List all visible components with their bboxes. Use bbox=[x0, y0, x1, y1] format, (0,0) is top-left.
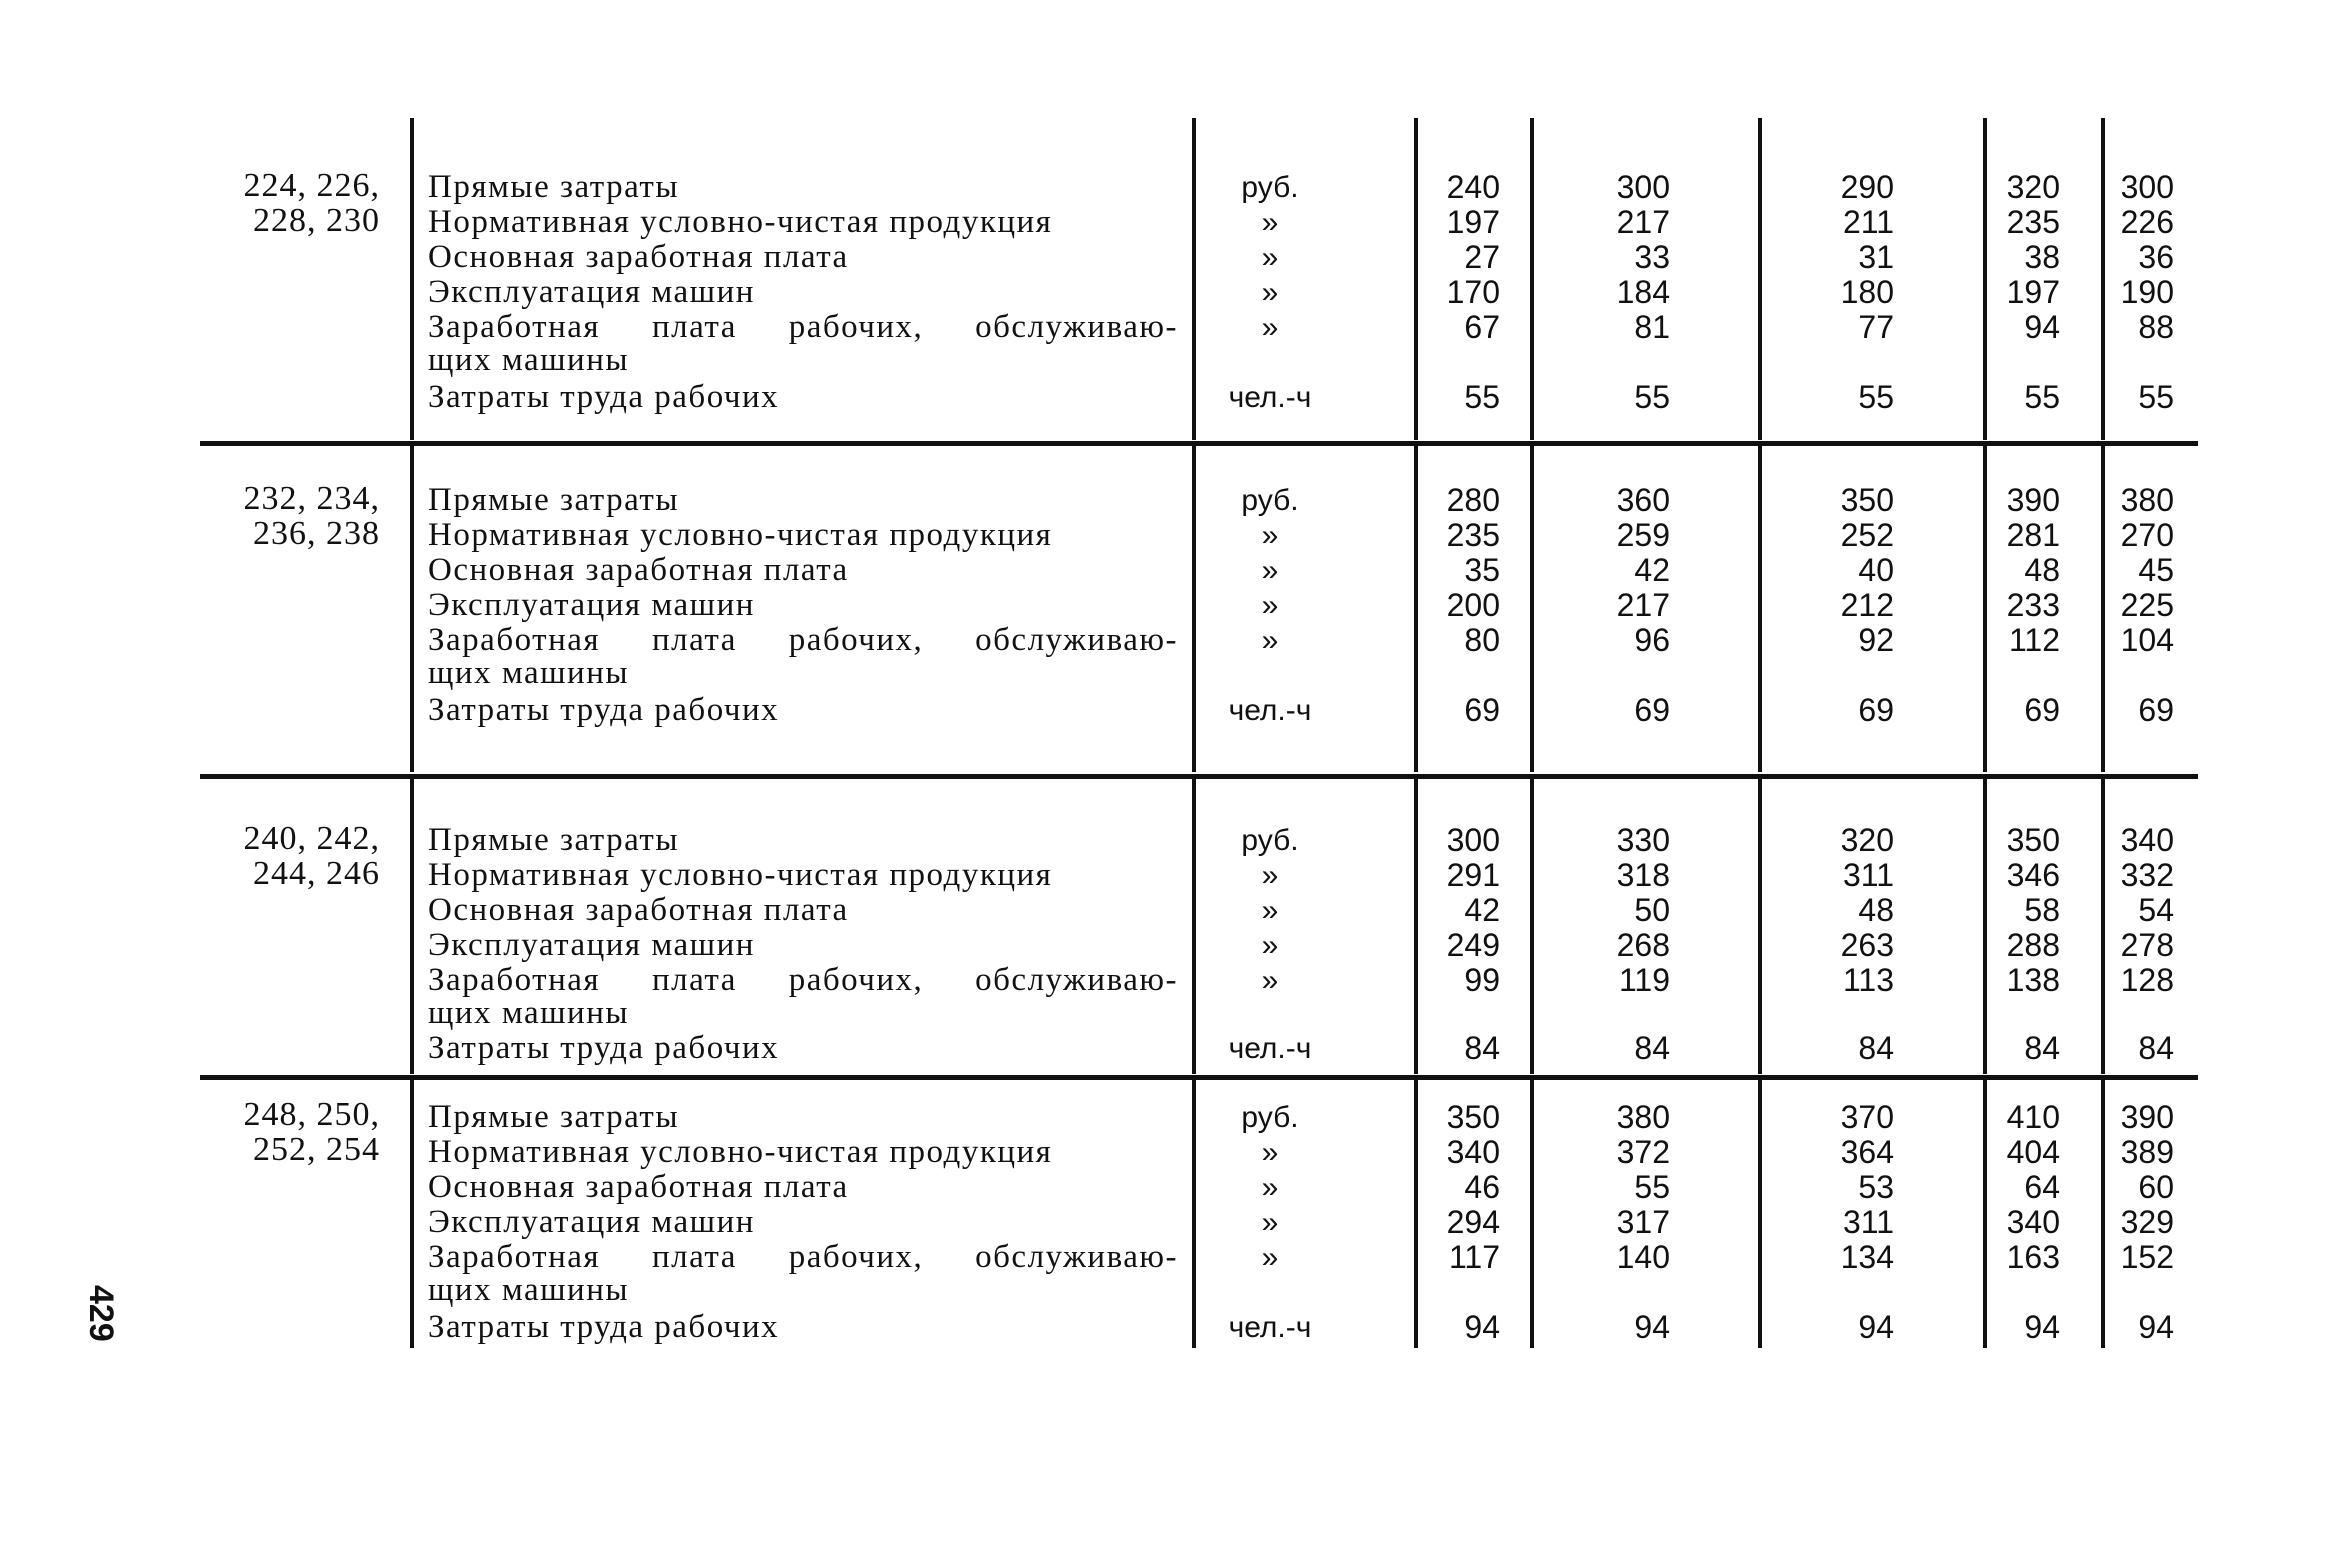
value-cell: 84 bbox=[1858, 1030, 1894, 1066]
value-cell: 55 bbox=[2024, 379, 2060, 415]
row-label: щих машины bbox=[428, 342, 630, 378]
unit-cell: руб. bbox=[1241, 824, 1299, 857]
value-cell: 69 bbox=[1858, 692, 1894, 728]
value-cell: 112 bbox=[2008, 622, 2060, 658]
column-rule bbox=[2101, 779, 2105, 1074]
value-cell: 96 bbox=[1634, 622, 1670, 658]
value-cell: 380 bbox=[1616, 1099, 1670, 1135]
unit-cell: » bbox=[1261, 1206, 1279, 1239]
unit-cell: руб. bbox=[1241, 484, 1299, 517]
code-line: 236, 238 bbox=[253, 515, 380, 552]
row-label: Основная заработная плата bbox=[428, 892, 849, 928]
value-cell: 329 bbox=[2120, 1204, 2174, 1240]
value-cell: 340 bbox=[2006, 1204, 2060, 1240]
value-cell: 332 bbox=[2120, 857, 2174, 893]
value-cell: 45 bbox=[2138, 552, 2174, 588]
unit-cell: руб. bbox=[1241, 171, 1299, 204]
value-cell: 372 bbox=[1616, 1134, 1670, 1170]
row-label: Основная заработная плата bbox=[428, 1169, 849, 1205]
row-label: Прямые затраты bbox=[428, 482, 680, 518]
value-cell: 64 bbox=[2024, 1169, 2060, 1205]
value-cell: 55 bbox=[1634, 1169, 1670, 1205]
column-rule bbox=[1530, 118, 1534, 440]
value-cell: 58 bbox=[2024, 892, 2060, 928]
row-label: Затраты труда рабочих bbox=[428, 379, 780, 415]
table-row bbox=[200, 1031, 2200, 1066]
value-cell: 235 bbox=[1446, 517, 1500, 553]
value-cell: 134 bbox=[1840, 1239, 1894, 1275]
value-cell: 240 bbox=[1446, 169, 1500, 205]
value-cell: 94 bbox=[2024, 309, 2060, 345]
value-cell: 48 bbox=[1858, 892, 1894, 928]
value-cell: 94 bbox=[1858, 1309, 1894, 1345]
table-row bbox=[200, 167, 2200, 205]
row-label: Заработная плата рабочих, обслуживаю- bbox=[428, 309, 1178, 345]
code-line: 248, 250, bbox=[243, 1096, 380, 1133]
row-label: Заработная плата рабочих, обслуживаю- bbox=[428, 962, 1178, 998]
value-cell: 46 bbox=[1464, 1169, 1500, 1205]
row-label: Заработная плата рабочих, обслуживаю- bbox=[428, 1239, 1178, 1275]
unit-cell: » bbox=[1261, 624, 1279, 657]
value-cell: 27 bbox=[1464, 239, 1500, 275]
column-rule bbox=[1758, 118, 1762, 440]
column-rule bbox=[1983, 446, 1987, 772]
value-cell: 197 bbox=[2006, 274, 2060, 310]
value-cell: 180 bbox=[1840, 274, 1894, 310]
column-rule bbox=[1192, 779, 1196, 1074]
unit-cell: » bbox=[1261, 894, 1279, 927]
column-rule bbox=[1983, 779, 1987, 1074]
value-cell: 184 bbox=[1616, 274, 1670, 310]
value-cell: 80 bbox=[1464, 622, 1500, 658]
unit-cell: » bbox=[1261, 311, 1279, 344]
value-cell: 330 bbox=[1616, 822, 1670, 858]
block-separator-rule bbox=[200, 1075, 2198, 1080]
row-label: Основная заработная плата bbox=[428, 239, 849, 275]
value-cell: 278 bbox=[2120, 927, 2174, 963]
value-cell: 389 bbox=[2120, 1134, 2174, 1170]
value-cell: 48 bbox=[2024, 552, 2060, 588]
value-cell: 197 bbox=[1446, 204, 1500, 240]
table-row bbox=[200, 1310, 2200, 1345]
table-row bbox=[200, 820, 2200, 858]
table-row bbox=[200, 275, 2200, 310]
table-row bbox=[200, 1205, 2200, 1240]
column-rule bbox=[1414, 446, 1418, 772]
column-rule bbox=[1530, 779, 1534, 1074]
unit-cell: » bbox=[1261, 859, 1279, 892]
unit-cell: » bbox=[1261, 929, 1279, 962]
row-label: Эксплуатация машин bbox=[428, 274, 755, 310]
value-cell: 235 bbox=[2006, 204, 2060, 240]
value-cell: 170 bbox=[1446, 274, 1500, 310]
value-cell: 84 bbox=[2024, 1030, 2060, 1066]
column-rule bbox=[2101, 1080, 2105, 1348]
unit-cell: » bbox=[1261, 1171, 1279, 1204]
row-label: Нормативная условно-чистая продукция bbox=[428, 1134, 1053, 1170]
column-rule bbox=[1758, 779, 1762, 1074]
unit-cell: » bbox=[1261, 519, 1279, 552]
unit-cell: чел.-ч bbox=[1228, 381, 1312, 414]
code-line: 240, 242, bbox=[243, 820, 380, 857]
table-row bbox=[200, 310, 2200, 345]
row-label: Эксплуатация машин bbox=[428, 1204, 755, 1240]
value-cell: 350 bbox=[2006, 822, 2060, 858]
value-cell: 69 bbox=[1634, 692, 1670, 728]
value-cell: 92 bbox=[1858, 622, 1894, 658]
value-cell: 81 bbox=[1634, 309, 1670, 345]
unit-cell: » bbox=[1261, 241, 1279, 274]
value-cell: 217 bbox=[1616, 204, 1670, 240]
value-cell: 113 bbox=[1842, 962, 1894, 998]
value-cell: 42 bbox=[1634, 552, 1670, 588]
column-rule bbox=[1758, 1080, 1762, 1348]
row-label: Основная заработная плата bbox=[428, 552, 849, 588]
value-cell: 252 bbox=[1840, 517, 1894, 553]
row-label: Нормативная условно-чистая продукция bbox=[428, 857, 1053, 893]
value-cell: 69 bbox=[1464, 692, 1500, 728]
value-cell: 263 bbox=[1840, 927, 1894, 963]
column-rule bbox=[410, 1080, 414, 1348]
unit-cell: » bbox=[1261, 206, 1279, 239]
column-rule bbox=[1414, 118, 1418, 440]
value-cell: 300 bbox=[1446, 822, 1500, 858]
column-rule bbox=[2101, 446, 2105, 772]
unit-cell: » bbox=[1261, 276, 1279, 309]
row-label: Прямые затраты bbox=[428, 822, 680, 858]
row-label: Нормативная условно-чистая продукция bbox=[428, 204, 1053, 240]
value-cell: 318 bbox=[1616, 857, 1670, 893]
value-cell: 200 bbox=[1446, 587, 1500, 623]
value-cell: 99 bbox=[1464, 962, 1500, 998]
unit-cell: руб. bbox=[1241, 1101, 1299, 1134]
value-cell: 163 bbox=[2006, 1239, 2060, 1275]
table-row-continuation bbox=[200, 656, 2200, 691]
row-label: Прямые затраты bbox=[428, 169, 680, 205]
unit-cell: » bbox=[1261, 964, 1279, 997]
table-row bbox=[200, 588, 2200, 623]
value-cell: 140 bbox=[1616, 1239, 1670, 1275]
table-row bbox=[200, 893, 2200, 928]
table-row bbox=[200, 623, 2200, 658]
value-cell: 119 bbox=[1618, 962, 1670, 998]
value-cell: 390 bbox=[2120, 1099, 2174, 1135]
value-cell: 35 bbox=[1464, 552, 1500, 588]
value-cell: 311 bbox=[1842, 1204, 1894, 1240]
unit-cell: » bbox=[1261, 554, 1279, 587]
value-cell: 281 bbox=[2006, 517, 2060, 553]
unit-cell: » bbox=[1261, 589, 1279, 622]
row-label: Затраты труда рабочих bbox=[428, 1309, 780, 1345]
value-cell: 42 bbox=[1464, 892, 1500, 928]
column-rule bbox=[1530, 1080, 1534, 1348]
value-cell: 340 bbox=[1446, 1134, 1500, 1170]
value-cell: 380 bbox=[2120, 482, 2174, 518]
value-cell: 84 bbox=[2138, 1030, 2174, 1066]
table-row bbox=[200, 380, 2200, 415]
code-line: 232, 234, bbox=[243, 480, 380, 517]
table-row bbox=[200, 1135, 2200, 1170]
unit-cell: чел.-ч bbox=[1228, 694, 1312, 727]
value-cell: 211 bbox=[1842, 204, 1894, 240]
value-cell: 84 bbox=[1634, 1030, 1670, 1066]
column-rule bbox=[410, 779, 414, 1074]
value-cell: 94 bbox=[2138, 1309, 2174, 1345]
value-cell: 84 bbox=[1464, 1030, 1500, 1066]
value-cell: 350 bbox=[1446, 1099, 1500, 1135]
value-cell: 117 bbox=[1448, 1239, 1500, 1275]
value-cell: 31 bbox=[1858, 239, 1894, 275]
table-row bbox=[200, 1240, 2200, 1275]
table-row-continuation bbox=[200, 996, 2200, 1031]
column-rule bbox=[1192, 118, 1196, 440]
row-label: Заработная плата рабочих, обслуживаю- bbox=[428, 622, 1178, 658]
value-cell: 212 bbox=[1840, 587, 1894, 623]
value-cell: 50 bbox=[1634, 892, 1670, 928]
table-row bbox=[200, 963, 2200, 998]
value-cell: 233 bbox=[2006, 587, 2060, 623]
column-rule bbox=[1758, 446, 1762, 772]
column-rule bbox=[1983, 1080, 1987, 1348]
page-number: 429 bbox=[82, 1285, 120, 1342]
value-cell: 300 bbox=[2120, 169, 2174, 205]
column-rule bbox=[1414, 779, 1418, 1074]
value-cell: 33 bbox=[1634, 239, 1670, 275]
unit-cell: чел.-ч bbox=[1228, 1032, 1312, 1065]
value-cell: 290 bbox=[1840, 169, 1894, 205]
row-label: Затраты труда рабочих bbox=[428, 1030, 780, 1066]
column-rule bbox=[1983, 118, 1987, 440]
value-cell: 291 bbox=[1446, 857, 1500, 893]
row-label: Нормативная условно-чистая продукция bbox=[428, 517, 1053, 553]
row-label: щих машины bbox=[428, 995, 630, 1031]
value-cell: 55 bbox=[1634, 379, 1670, 415]
value-cell: 410 bbox=[2006, 1099, 2060, 1135]
row-label: Прямые затраты bbox=[428, 1099, 680, 1135]
value-cell: 94 bbox=[1464, 1309, 1500, 1345]
value-cell: 340 bbox=[2120, 822, 2174, 858]
table-row-continuation bbox=[200, 343, 2200, 378]
block-separator-rule bbox=[200, 441, 2198, 446]
value-cell: 67 bbox=[1464, 309, 1500, 345]
table-row bbox=[200, 693, 2200, 728]
value-cell: 259 bbox=[1616, 517, 1670, 553]
value-cell: 350 bbox=[1840, 482, 1894, 518]
value-cell: 249 bbox=[1446, 927, 1500, 963]
value-cell: 69 bbox=[2024, 692, 2060, 728]
column-rule bbox=[410, 118, 414, 440]
value-cell: 268 bbox=[1616, 927, 1670, 963]
value-cell: 94 bbox=[2024, 1309, 2060, 1345]
table-row bbox=[200, 202, 2200, 240]
unit-cell: » bbox=[1261, 1136, 1279, 1169]
row-label: щих машины bbox=[428, 1272, 630, 1308]
value-cell: 346 bbox=[2006, 857, 2060, 893]
value-cell: 138 bbox=[2006, 962, 2060, 998]
column-rule bbox=[1192, 1080, 1196, 1348]
code-line: 224, 226, bbox=[243, 167, 380, 204]
value-cell: 225 bbox=[2120, 587, 2174, 623]
value-cell: 390 bbox=[2006, 482, 2060, 518]
value-cell: 288 bbox=[2006, 927, 2060, 963]
value-cell: 300 bbox=[1616, 169, 1670, 205]
value-cell: 60 bbox=[2138, 1169, 2174, 1205]
table-row bbox=[200, 553, 2200, 588]
value-cell: 55 bbox=[1858, 379, 1894, 415]
code-line: 252, 254 bbox=[253, 1131, 380, 1168]
value-cell: 280 bbox=[1446, 482, 1500, 518]
value-cell: 128 bbox=[2120, 962, 2174, 998]
row-label: Затраты труда рабочих bbox=[428, 692, 780, 728]
value-cell: 404 bbox=[2006, 1134, 2060, 1170]
column-rule bbox=[1530, 446, 1534, 772]
value-cell: 55 bbox=[2138, 379, 2174, 415]
value-cell: 364 bbox=[1840, 1134, 1894, 1170]
value-cell: 217 bbox=[1616, 587, 1670, 623]
table-row bbox=[200, 855, 2200, 893]
value-cell: 104 bbox=[2120, 622, 2174, 658]
value-cell: 77 bbox=[1858, 309, 1894, 345]
table-row bbox=[200, 1100, 2200, 1135]
value-cell: 270 bbox=[2120, 517, 2174, 553]
value-cell: 294 bbox=[1446, 1204, 1500, 1240]
code-line: 244, 246 bbox=[253, 855, 380, 892]
value-cell: 55 bbox=[1464, 379, 1500, 415]
value-cell: 190 bbox=[2120, 274, 2174, 310]
column-rule bbox=[410, 446, 414, 772]
value-cell: 40 bbox=[1858, 552, 1894, 588]
value-cell: 320 bbox=[2006, 169, 2060, 205]
table-row bbox=[200, 480, 2200, 518]
value-cell: 311 bbox=[1842, 857, 1894, 893]
value-cell: 36 bbox=[2138, 239, 2174, 275]
value-cell: 54 bbox=[2138, 892, 2174, 928]
column-rule bbox=[1192, 446, 1196, 772]
value-cell: 317 bbox=[1616, 1204, 1670, 1240]
value-cell: 360 bbox=[1616, 482, 1670, 518]
column-rule bbox=[1414, 1080, 1418, 1348]
value-cell: 370 bbox=[1840, 1099, 1894, 1135]
table-row-continuation bbox=[200, 1273, 2200, 1308]
column-rule bbox=[2101, 118, 2105, 440]
value-cell: 53 bbox=[1858, 1169, 1894, 1205]
table-row bbox=[200, 515, 2200, 553]
value-cell: 226 bbox=[2120, 204, 2174, 240]
value-cell: 94 bbox=[1634, 1309, 1670, 1345]
value-cell: 88 bbox=[2138, 309, 2174, 345]
table-row bbox=[200, 1170, 2200, 1205]
block-separator-rule bbox=[200, 774, 2198, 779]
value-cell: 152 bbox=[2120, 1239, 2174, 1275]
unit-cell: чел.-ч bbox=[1228, 1311, 1312, 1344]
code-line: 228, 230 bbox=[253, 202, 380, 239]
value-cell: 38 bbox=[2024, 239, 2060, 275]
unit-cell: » bbox=[1261, 1241, 1279, 1274]
table-row bbox=[200, 928, 2200, 963]
row-label: Эксплуатация машин bbox=[428, 927, 755, 963]
value-cell: 69 bbox=[2138, 692, 2174, 728]
row-label: Эксплуатация машин bbox=[428, 587, 755, 623]
table-row bbox=[200, 240, 2200, 275]
row-label: щих машины bbox=[428, 655, 630, 691]
value-cell: 320 bbox=[1840, 822, 1894, 858]
